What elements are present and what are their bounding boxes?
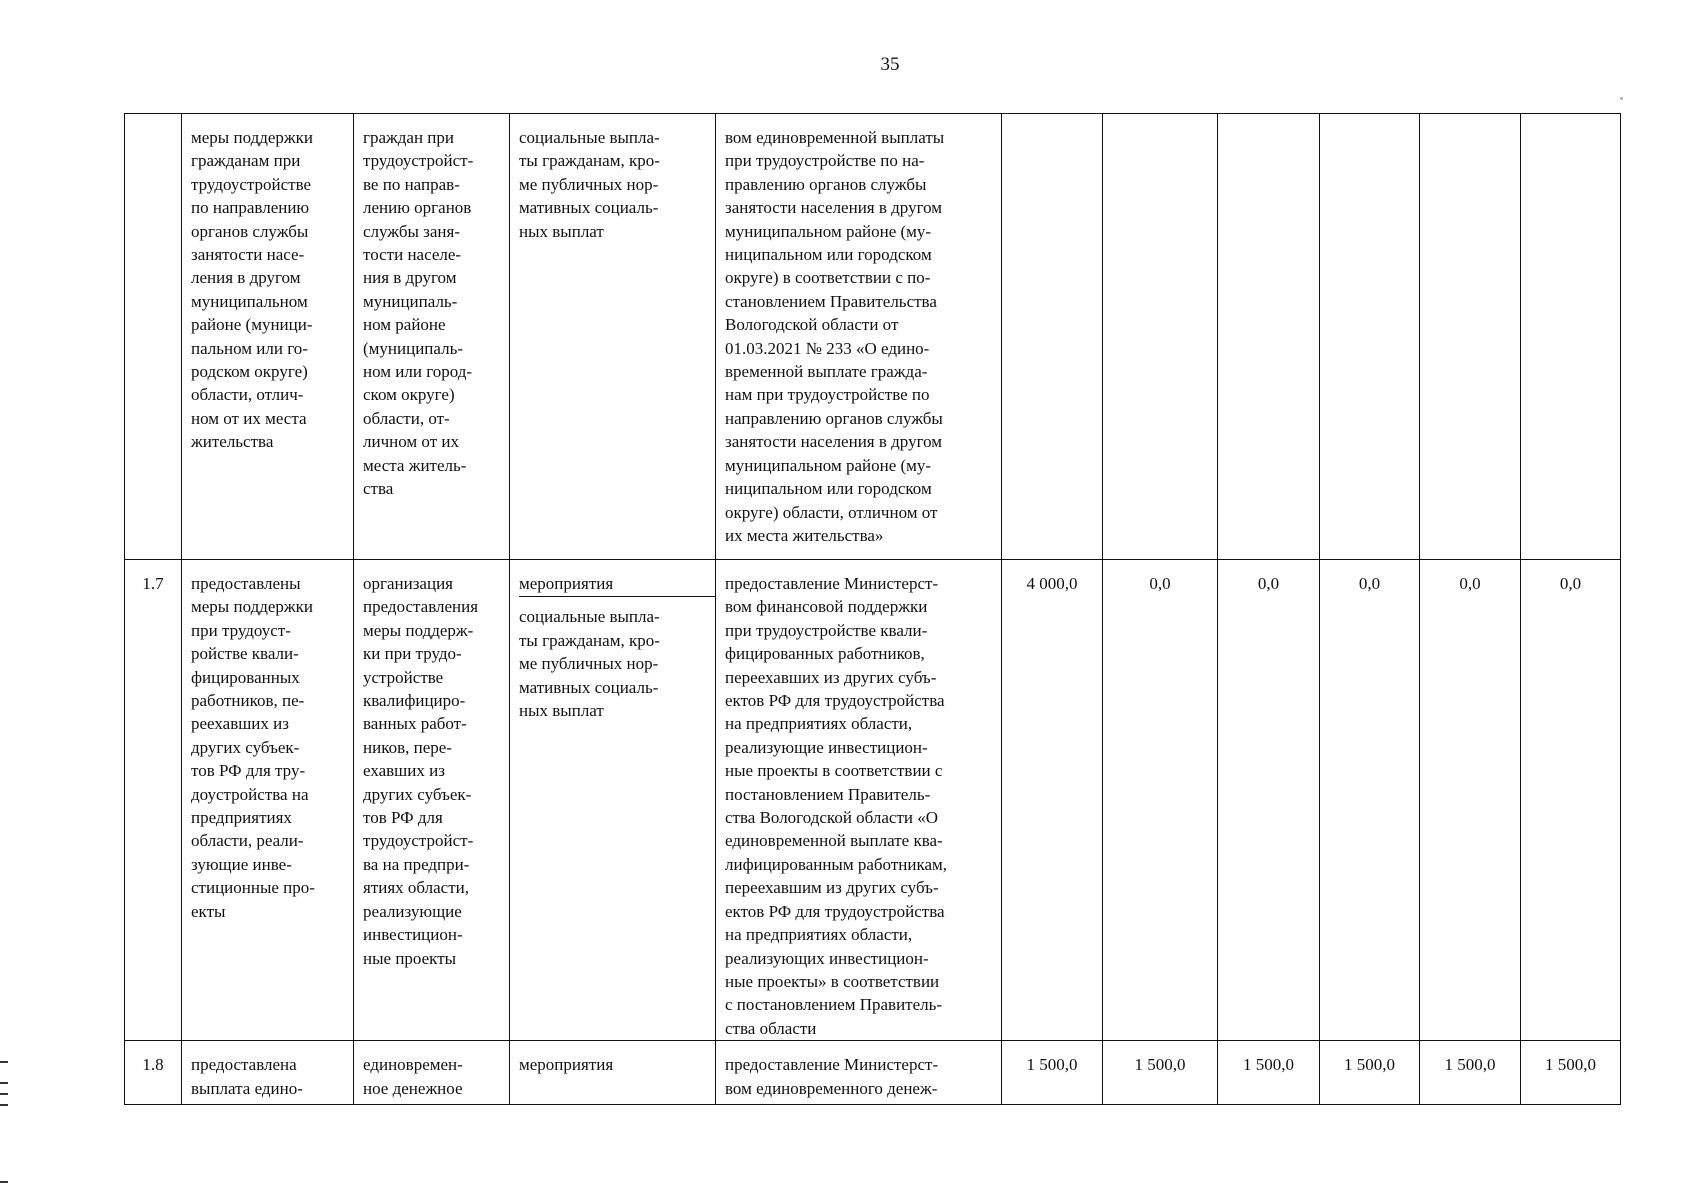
scan-mark [0,1061,8,1063]
desc-line: их места жительства» [725,525,884,545]
measure-line: других субъек- [363,784,472,804]
table-row [125,560,1621,1041]
description-cell [716,114,1002,560]
result-line: предоставлены [191,574,301,593]
event-type-cell [510,114,716,560]
desc-line: ниципальном или городском [725,245,932,265]
measure-line: граждан при [363,128,455,147]
value-cell: 0,0 [1103,560,1218,1041]
desc-line: вом финансовой поддержки [725,597,928,617]
result-line: родском округе) [191,362,308,382]
result-line: выплата едино- [191,1078,303,1098]
measure-line: ехавших из [363,761,445,781]
description-cell [716,1041,1002,1105]
value-cell: 1 500,0 [1103,1041,1218,1105]
result-line: меры поддержки [191,128,314,147]
type-line: социальные выпла- [519,607,660,627]
desc-line: лифицированным работникам, [725,854,948,874]
result-line: по направлению [191,198,310,218]
desc-line: при трудоустройстве по на- [725,151,925,171]
result-cell [182,1041,354,1105]
result-line: при трудоуст- [191,620,291,640]
measure-line: ятиях области, [363,878,469,898]
result-line: трудоустройстве [191,174,312,194]
desc-line: ектов РФ для трудоустройства [725,691,945,711]
measure-line: области, от- [363,408,450,428]
type-line: ных выплат [519,701,604,721]
desc-line: занятости населения в другом [725,198,943,218]
result-line: пальном или го- [191,338,308,358]
result-line: работников, пе- [191,691,305,711]
type-line: мативных социаль- [519,198,659,218]
event-label: мероприятия [519,572,715,597]
desc-line: реализующие инвестицион- [725,737,928,757]
scan-mark [0,1181,8,1183]
desc-line: муниципальном районе (му- [725,221,932,241]
measure-line: (муниципаль- [363,338,463,358]
page-number: 35 [880,54,900,75]
value-cell: 1 500,0 [1002,1041,1103,1105]
measure-line: устройстве [363,667,444,687]
desc-line: становлением Правительства [725,291,937,311]
value-cell: 1 500,0 [1420,1041,1521,1105]
desc-line: вом единовременной выплаты [725,128,945,147]
desc-line: предоставление Министерст- [725,1055,939,1075]
result-line: тов РФ для тру- [191,761,306,781]
measure-line: меры поддерж- [363,620,474,640]
value-cell: 1 500,0 [1320,1041,1420,1105]
value-cell: 0,0 [1420,560,1521,1041]
result-line: других субъек- [191,737,300,757]
value-cell [1320,114,1420,560]
desc-line: на предприятиях области, [725,925,913,945]
scan-mark [0,1104,8,1106]
measure-line: службы заня- [363,221,460,241]
table-row [125,1041,1621,1105]
measure-line: ванных работ- [363,714,467,734]
measure-line: ва на предпри- [363,854,470,874]
result-line: районе (муници- [191,315,313,335]
desc-line: предоставление Министерст- [725,574,939,593]
value-cell [1002,114,1103,560]
desc-line: нам при трудоустройстве по [725,385,930,405]
measure-line: ки при трудо- [363,644,462,664]
result-line: екты [191,901,226,921]
result-line: меры поддержки [191,597,314,617]
program-table [124,113,1621,1105]
desc-line: переехавших из других субъ- [725,667,937,687]
result-line: предприятиях [191,808,292,828]
desc-line: 01.03.2021 № 233 «О едино- [725,338,930,358]
row-number [125,114,182,560]
desc-line: занятости населения в другом [725,432,943,452]
measure-line: ства [363,479,394,499]
measure-line: инвестицион- [363,925,463,945]
result-line: ления в другом [191,268,301,288]
value-cell: 0,0 [1521,560,1621,1041]
result-line: органов службы [191,221,309,241]
desc-line: округе) области, отличном от [725,502,938,522]
desc-line: округе) в соответствии с по- [725,268,931,288]
measure-line: ском округе) [363,385,455,405]
measure-line: места житель- [363,455,467,475]
result-line: гражданам при [191,151,301,171]
result-line: муниципальном [191,291,308,311]
value-cell [1420,114,1521,560]
value-cell [1521,114,1621,560]
desc-line: муниципальном районе (му- [725,455,932,475]
desc-line: ектов РФ для трудоустройства [725,901,945,921]
desc-line: реализующих инвестицион- [725,948,929,968]
desc-line: Вологодской области от [725,315,899,335]
type-line: ты гражданам, кро- [519,151,660,171]
result-line: предоставлена [191,1055,297,1075]
measure-line: личном от их [363,432,459,452]
result-line: занятости насе- [191,245,305,265]
event-type-cell [510,560,716,1041]
measure-line: ния в другом [363,268,457,288]
result-line: области, реали- [191,831,304,851]
measure-line: ное денежное [363,1078,463,1098]
result-cell [182,114,354,560]
desc-line: при трудоустройстве квали- [725,620,928,640]
measure-line: ном или город- [363,362,473,382]
measure-line: лению органов [363,198,472,218]
type-line: социальные выпла- [519,128,660,147]
measure-line: тов РФ для [363,808,443,828]
measure-line: организация [363,574,453,593]
desc-line: ные проекты в соответствии с [725,761,943,781]
result-line: фицированных [191,667,300,687]
desc-line: ства Вологодской области «О [725,808,939,828]
type-line: ме публичных нор- [519,654,659,674]
measure-cell [354,560,510,1041]
table-row [125,114,1621,560]
scan-mark [0,1093,8,1095]
value-cell: 1 500,0 [1218,1041,1320,1105]
measure-line: тости населе- [363,245,462,265]
result-line: зующие инве- [191,854,292,874]
value-cell: 0,0 [1218,560,1320,1041]
desc-line: вом единовременного денеж- [725,1078,938,1098]
type-line: ме публичных нор- [519,174,659,194]
desc-line: ства области [725,1018,817,1038]
measure-line: единовремен- [363,1055,463,1075]
measure-line: муниципаль- [363,291,458,311]
desc-line: направлению органов службы [725,408,943,428]
measure-line: реализующие [363,901,462,921]
desc-line: с постановлением Правитель- [725,995,943,1015]
measure-cell [354,114,510,560]
result-line: стиционные про- [191,878,315,898]
scan-mark [0,1082,8,1084]
event-type-cell [510,1041,716,1105]
measure-line: ные проекты [363,948,457,968]
measure-line: предоставления [363,597,479,617]
type-line: ты гражданам, кро- [519,630,660,650]
scan-dot [1620,97,1623,100]
result-line: доустройства на [191,784,309,804]
measure-line: квалифициро- [363,691,466,711]
result-line: жительства [191,432,274,452]
result-line: ройстве квали- [191,644,299,664]
measure-cell [354,1041,510,1105]
value-cell [1218,114,1320,560]
type-line: ных выплат [519,221,604,241]
desc-line: фицированных работников, [725,644,925,664]
result-cell [182,560,354,1041]
desc-line: ниципальном или городском [725,479,932,499]
measure-line: ников, пере- [363,737,452,757]
result-line: реехавших из [191,714,289,734]
value-cell: 1 500,0 [1521,1041,1621,1105]
result-line: области, отлич- [191,385,304,405]
desc-line: единовременной выплате ква- [725,831,943,851]
row-number: 1.7 [125,560,182,1041]
desc-line: постановлением Правитель- [725,784,931,804]
description-cell [716,560,1002,1041]
desc-line: переехавшим из других субъ- [725,878,939,898]
event-label: мероприятия [519,1055,614,1075]
measure-line: трудоустройст- [363,151,474,171]
value-cell: 4 000,0 [1002,560,1103,1041]
desc-line: на предприятиях области, [725,714,913,734]
type-line: мативных социаль- [519,677,659,697]
measure-line: ве по направ- [363,174,460,194]
result-line: ном от их места [191,408,307,428]
value-cell: 0,0 [1320,560,1420,1041]
measure-line: ном районе [363,315,446,335]
measure-line: трудоустройст- [363,831,474,851]
desc-line: временной выплате гражда- [725,362,928,382]
value-cell [1103,114,1218,560]
desc-line: ные проекты» в соответствии [725,971,940,991]
row-number: 1.8 [125,1041,182,1105]
desc-line: правлению органов службы [725,174,927,194]
